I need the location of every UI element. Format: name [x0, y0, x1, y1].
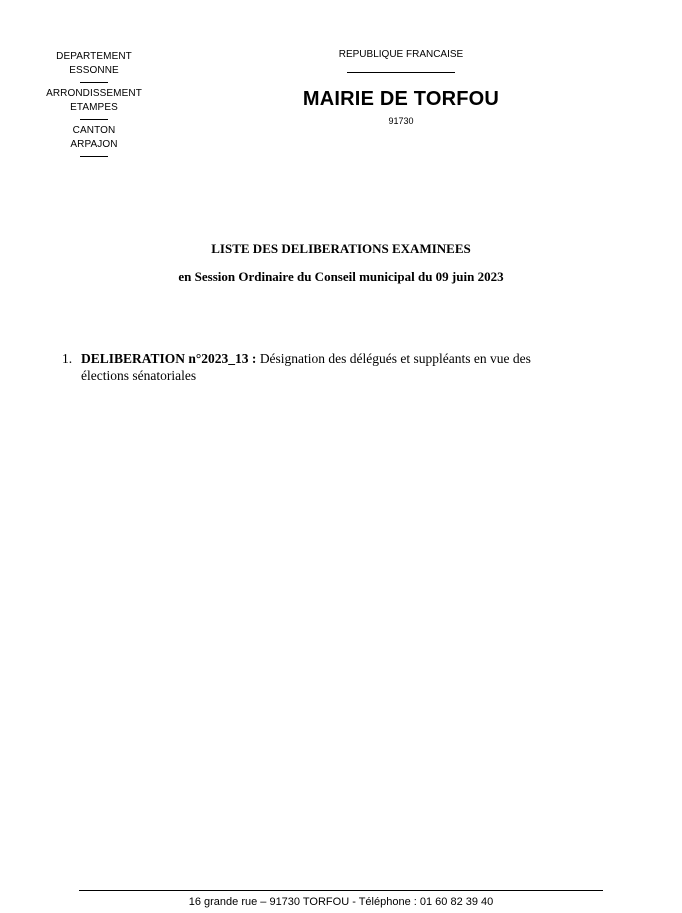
canton-label: CANTON — [72, 125, 116, 136]
deliberation-list — [62, 350, 582, 384]
separator — [80, 156, 108, 157]
footer-divider — [79, 890, 603, 891]
item-number: 1. — [62, 351, 73, 366]
postcode: 91730 — [388, 116, 414, 126]
republique-label: REPUBLIQUE FRANCAISE — [338, 49, 464, 60]
separator — [80, 82, 108, 83]
mairie-title: MAIRIE DE TORFOU — [302, 88, 500, 110]
footer-contact: 16 grande rue – 91730 TORFOU - Téléphone : 01 60 82 39 40 — [188, 896, 494, 908]
arrondissement-value: ETAMPES — [70, 102, 118, 113]
administrative-info — [34, 50, 154, 161]
deliberation-reference: DELIBERATION n°2023_13 : — [81, 351, 257, 366]
list-title: LISTE DES DELIBERATIONS EXAMINEES — [211, 241, 471, 256]
session-title: en Session Ordinaire du Conseil municipal du 09 juin 2023 — [178, 269, 504, 284]
mairie-header — [296, 48, 506, 127]
departement-value: ESSONNE — [69, 65, 119, 76]
departement-label: DEPARTEMENT — [56, 51, 132, 62]
deliberation-description: Désignation des délégués et suppléants en vue des élections sénatoriales — [81, 351, 531, 383]
list-item — [62, 350, 582, 384]
canton-value: ARPAJON — [70, 139, 118, 150]
deliberation-text — [81, 350, 582, 384]
separator — [80, 119, 108, 120]
header-separator — [347, 72, 455, 73]
arrondissement-label: ARRONDISSEMENT — [46, 88, 142, 99]
